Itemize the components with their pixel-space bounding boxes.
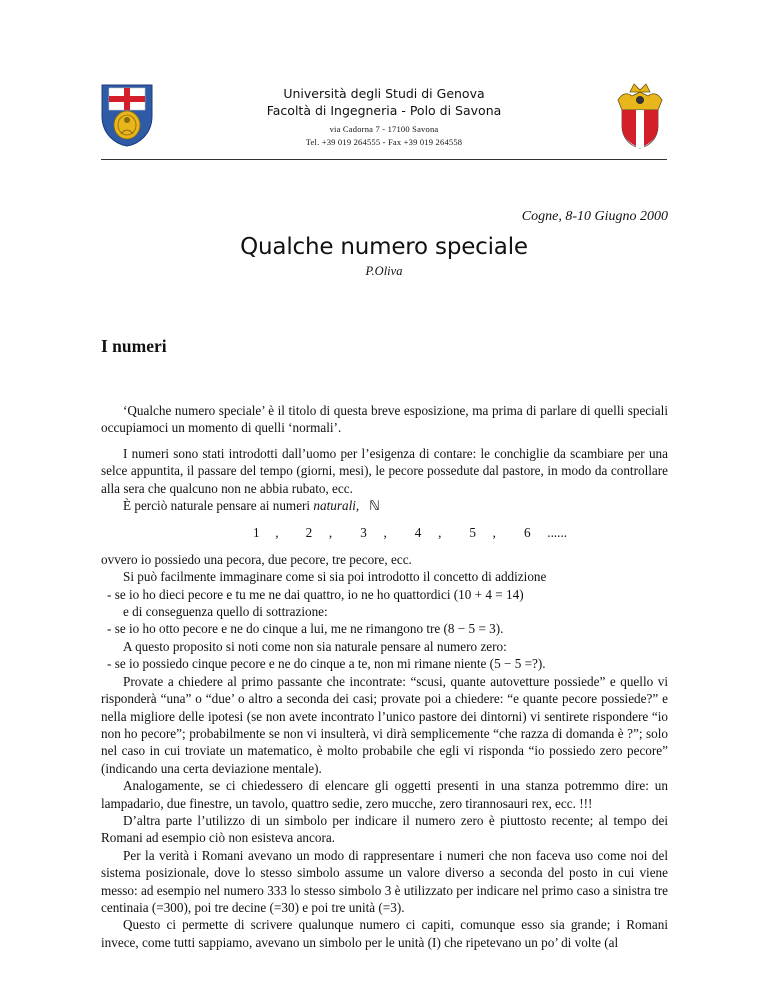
author: P.Oliva (365, 264, 403, 278)
seq-item: 5 (469, 525, 476, 541)
seq-item: , (438, 525, 442, 541)
seq-item: 3 (360, 525, 367, 541)
seq-item: 6 (523, 525, 531, 541)
list-item-continuation: e di conseguenza quello di sottrazione: (123, 604, 328, 620)
university-crest (99, 82, 155, 148)
paragraph: Si può facilmente immaginare come si sia poi introdotto il concetto di addizione (123, 569, 547, 585)
seq-item: , (275, 525, 279, 541)
paragraph: ‘Qualche numero speciale’ è il titolo di questa breve esposizione, ma prima di parlare di quelli speciali occupiamoci un momento di quelli ‘normali’. (101, 403, 668, 436)
text-fragment: È perciò naturale pensare ai numeri (123, 498, 314, 514)
paragraph: Questo ci permette di scrivere qualunque numero ci capiti, comunque esso sia grande; i Romani invece, come tutti sappiamo, avevano un simbolo per le unità (I) che ripetevano un po’ di volte (al (101, 917, 668, 950)
naturals-symbol: ℕ (369, 499, 380, 515)
paragraph: Per la verità i Romani avevano un modo di rappresentare i numeri che non faceva uso come noi del sistema posizionale, dove lo stesso simbolo assume un valore diverso a seconda del posto in cui viene messo: ad esempio nel numero 333 lo stesso simbolo 3 è utilizzato per indicare nel primo caso a sinistra tre centinaia (=300), poi tre decine (=30) e poi tre unità (=3). (101, 847, 668, 915)
paragraph: Analogamente, se ci chiedessero di elencare gli oggetti presenti in una stanza potremmo dire: un lampadario, due finestre, un tavolo, quattro sedie, zero mucche, zero tirannosauri rex, ecc. !!! (101, 778, 668, 811)
seq-item: ...... (547, 525, 568, 541)
paragraph: ovvero io possiedo una pecora, due pecore, tre pecore, ecc. (101, 551, 412, 567)
paper-title: Qualche numero speciale (240, 234, 528, 260)
header-rule (101, 159, 667, 160)
header-block (180, 85, 588, 149)
body-text (101, 402, 668, 951)
seq-item: 4 (414, 525, 422, 541)
paragraph: D’altra parte l’utilizzo di un simbolo per indicare il numero zero è piuttosto recente; al tempo dei Romani ad esempio ciò non esisteva ancora. (101, 812, 668, 846)
list-item: - se io ho dieci pecore e tu me ne dai quattro, io ne ho quattordici (10 + 4 = 14) (107, 586, 524, 602)
place-date: Cogne, 8-10 Giugno 2000 (521, 209, 668, 224)
seq-item: 1 (253, 525, 260, 541)
faculty-name: Facoltà di Ingegneria - Polo di Savona (266, 103, 502, 118)
emphasis: naturali, (313, 498, 360, 514)
seq-item: , (383, 525, 387, 541)
seq-item: , (492, 525, 496, 541)
number-sequence (101, 524, 668, 541)
university-name: Università degli Studi di Genova (283, 86, 485, 101)
address: via Cadorna 7 - 17100 Savona (329, 124, 439, 134)
contacts: Tel. +39 019 264555 - Fax +39 019 264558 (305, 137, 463, 147)
paragraph (101, 497, 668, 515)
paragraph: Provate a chiedere al primo passante che incontrate: “scusi, quante autovetture possiede” e quello vi risponderà “una” o “due’ o altro a seconda dei casi; provate poi a chiedere: “e quante pecore possiede?” e nella migliore delle ipotesi (se non avete incontrato l’unico pastore dei dintorni) vi sentirete rispondere “io non ho pecore”; probabilmente se non vi insulterà, vi dirà semplicemente “che razza di domanda è ?”; solo nel caso in cui troviate un matematico, è molto probabile che egli vi risponda “io possiedo zero pecore” (indicando una certa deviazione mentale). (101, 673, 668, 776)
list-item: - se io possiedo cinque pecore e ne do cinque a te, non mi rimane niente (5 − 5 =?). (107, 656, 546, 672)
seq-item: , (328, 525, 333, 541)
list-item: - se io ho otto pecore e ne do cinque a lui, me ne rimangono tre (8 − 5 = 3). (107, 621, 504, 637)
section-title: I numeri (101, 336, 167, 356)
list-item-continuation: A questo proposito si noti come non sia naturale pensare al numero zero: (123, 638, 507, 654)
seq-item: 2 (305, 525, 313, 541)
savona-crest (614, 82, 666, 150)
paragraph: I numeri sono stati introdotti dall’uomo per l’esigenza di contare: le conchiglie da scambiare per una selce appuntita, il passare del tempo (giorni, mesi), le pecore possedute dal pastore, in modo da controllare alla sera che qualcuno non ne abbia rubato, ecc. (101, 445, 668, 496)
